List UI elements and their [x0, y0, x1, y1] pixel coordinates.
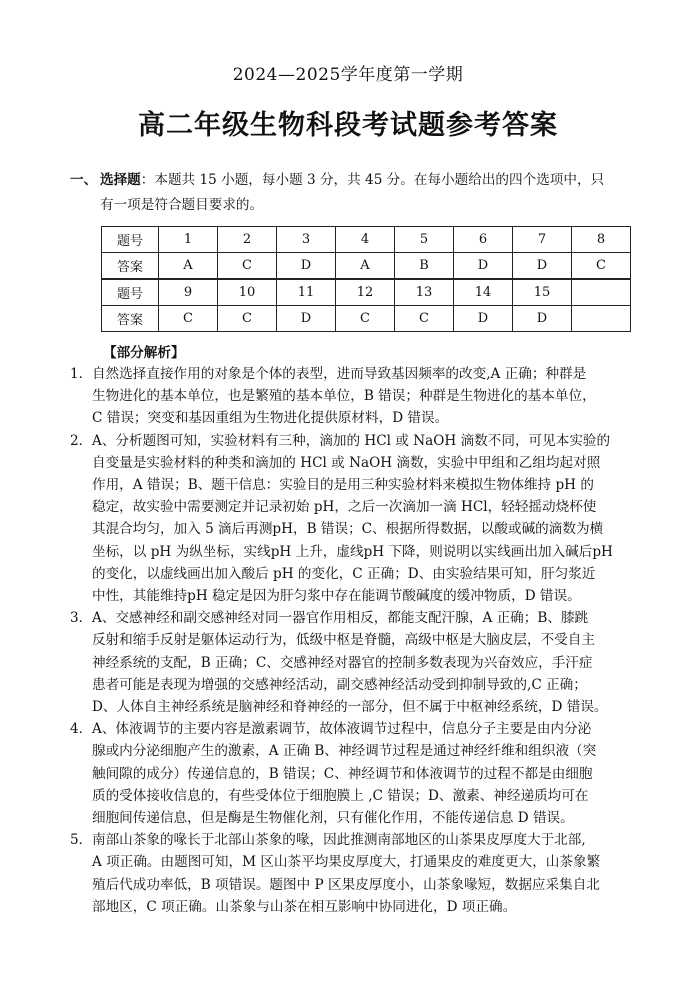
table-cell: D	[513, 253, 572, 280]
section-desc-line1: ：本题共 15 小题，每小题 3 分，共 45 分。在每小题给出的四个选项中，只	[140, 172, 605, 188]
table-cell: 15	[513, 279, 572, 306]
page-title: 高二年级生物科段考试题参考答案	[138, 110, 558, 141]
table-cell: 14	[454, 279, 513, 306]
item-line: 细胞间传递信息，但是酶是生物催化剂，只有催化作用，不能传递信息 D 错误。	[92, 810, 574, 827]
table-cell: C	[336, 306, 395, 332]
table-cell: D	[277, 306, 336, 332]
item-line: 南部山茶象的喙长于北部山茶象的喙，因此推测南部地区的山茶果皮厚度大于北部,	[92, 832, 586, 849]
item-line: C 错误；突变和基因重组为生物进化提供原材料，D 错误。	[92, 410, 449, 427]
item-number: 4．	[70, 721, 93, 738]
table-cell: D	[513, 306, 572, 332]
item-line: 神经系统的支配，B 正确；C、交感神经对器官的控制多数表现为兴奋效应，手汗症	[92, 654, 593, 671]
item-line: A 项正确。由题图可知，M 区山茶平均果皮厚度大，打通果皮的难度更大，山茶象繁	[92, 854, 601, 871]
table-cell: B	[395, 253, 454, 280]
table-cell: 7	[513, 227, 572, 253]
item-line: 其混合均匀，加入 5 滴后再测pH，B 错误；C、根据所得数据，以酸或碱的滴数为横	[92, 521, 604, 538]
table-cell	[572, 279, 631, 306]
analysis-item-1	[70, 363, 660, 430]
item-line: 反射和缩手反射是躯体运动行为，低级中枢是脊髓，高级中枢是大脑皮层，不受自主	[92, 632, 595, 649]
section-choice-questions	[70, 168, 660, 218]
table-label-answer: 答案	[102, 306, 159, 332]
item-line: 触间隙的成分）传递信息的，B 错误；C、神经调节和体液调节的过程不都是由细胞	[92, 765, 593, 782]
table-cell: C	[218, 306, 277, 332]
analysis-list	[70, 363, 660, 918]
table-row-numbers-2	[102, 279, 631, 306]
table-cell: 11	[277, 279, 336, 306]
item-number: 5．	[70, 832, 93, 849]
table-cell: 12	[336, 279, 395, 306]
item-line: A、分析题图可知，实验材料有三种，滴加的 HCl 或 NaOH 滴数不同，可见本实验的	[92, 432, 611, 449]
table-cell	[572, 306, 631, 332]
analysis-item-2	[70, 430, 660, 608]
table-cell: D	[277, 253, 336, 280]
table-cell: 5	[395, 227, 454, 253]
analysis-title: 【部分解析】	[103, 345, 185, 361]
table-cell: C	[218, 253, 277, 280]
table-cell: 6	[454, 227, 513, 253]
term-heading: 2024—2025学年度第一学期	[232, 65, 464, 85]
table-label-question: 题号	[102, 227, 159, 253]
table-cell: 8	[572, 227, 631, 253]
table-row-numbers-1	[102, 227, 631, 253]
item-line: A、体液调节的主要内容是激素调节，故体液调节过程中，信息分子主要是由内分泌	[92, 721, 592, 738]
item-line: 的变化，以虚线画出加入酸后 pH 的变化，C 正确；D、由实验结果可知，肝匀浆近	[92, 565, 596, 582]
item-number: 3．	[70, 610, 93, 627]
table-cell: C	[572, 253, 631, 280]
analysis-item-4	[70, 718, 660, 829]
table-cell: 9	[159, 279, 218, 306]
table-cell: A	[336, 253, 395, 280]
table-cell: 2	[218, 227, 277, 253]
table-cell: 3	[277, 227, 336, 253]
table-row-answers-1	[102, 253, 631, 280]
item-line: 殖后代成功率低，B 项错误。题图中 P 区果皮厚度小，山茶象喙短，数据应采集自北	[92, 876, 600, 893]
section-number: 一、	[70, 172, 98, 188]
table-cell: C	[159, 306, 218, 332]
table-cell: 4	[336, 227, 395, 253]
item-line: 腺或内分泌细胞产生的激素，A 正确 B、神经调节过程是通过神经纤维和组织液（突	[92, 743, 597, 760]
table-cell: 10	[218, 279, 277, 306]
table-cell: 13	[395, 279, 454, 306]
table-row-answers-2	[102, 306, 631, 332]
table-cell: D	[454, 253, 513, 280]
item-line: D、人体自主神经系统是脑神经和脊神经的一部分，但不属于中枢神经系统，D 错误。	[92, 699, 608, 716]
table-cell: D	[454, 306, 513, 332]
item-line: 自变量是实验材料的种类和滴加的 HCl 或 NaOH 滴数，实验中甲组和乙组均起对照	[92, 454, 601, 471]
item-line: 作用，A 错误；B、题干信息：实验目的是用三种实验材料来模拟生物体维持 pH 的	[92, 477, 594, 494]
item-line: 中性，其能维持pH 稳定是因为肝匀浆中存在能调节酸碱度的缓冲物质，D 错误。	[92, 588, 581, 605]
item-line: 坐标，以 pH 为纵坐标，实线pH 上升，虚线pH 下降，则说明以实线画出加入碱后pH	[92, 543, 613, 560]
item-line: 稳定，故实验中需要测定并记录初始 pH，之后一次滴加一滴 HCl，轻轻摇动烧杯使	[92, 499, 597, 516]
item-line: 生物进化的基本单位，也是繁殖的基本单位，B 错误；种群是生物进化的基本单位，	[92, 388, 596, 405]
item-number: 1．	[70, 366, 93, 382]
table-cell: C	[395, 306, 454, 332]
answer-table	[101, 226, 631, 332]
item-line: 质的受体接收信息的，有些受体位于细胞膜上 ,C 错误；D、激素、神经递质均可在	[92, 787, 589, 804]
table-cell: A	[159, 253, 218, 280]
table-cell: 1	[159, 227, 218, 253]
table-label-answer: 答案	[102, 253, 159, 280]
section-heading: 选择题	[100, 172, 141, 188]
item-line: A、交感神经和副交感神经对同一器官作用相反，都能支配汗腺，A 正确；B、膝跳	[92, 610, 589, 627]
analysis-item-5	[70, 829, 660, 918]
table-label-question: 题号	[102, 279, 159, 306]
item-line: 部地区，C 项正确。山茶象与山茶在相互影响中协同进化，D 项正确。	[92, 898, 517, 915]
section-desc-line2: 有一项是符合题目要求的。	[100, 197, 264, 213]
analysis-item-3	[70, 607, 660, 718]
item-line: 患者可能是表现为增强的交感神经活动，副交感神经活动受到抑制导致的,C 正确；	[92, 676, 587, 693]
item-number: 2．	[70, 432, 93, 449]
item-line: 自然选择直接作用的对象是个体的表型，进而导致基因频率的改变,A 正确；种群是	[92, 366, 587, 382]
